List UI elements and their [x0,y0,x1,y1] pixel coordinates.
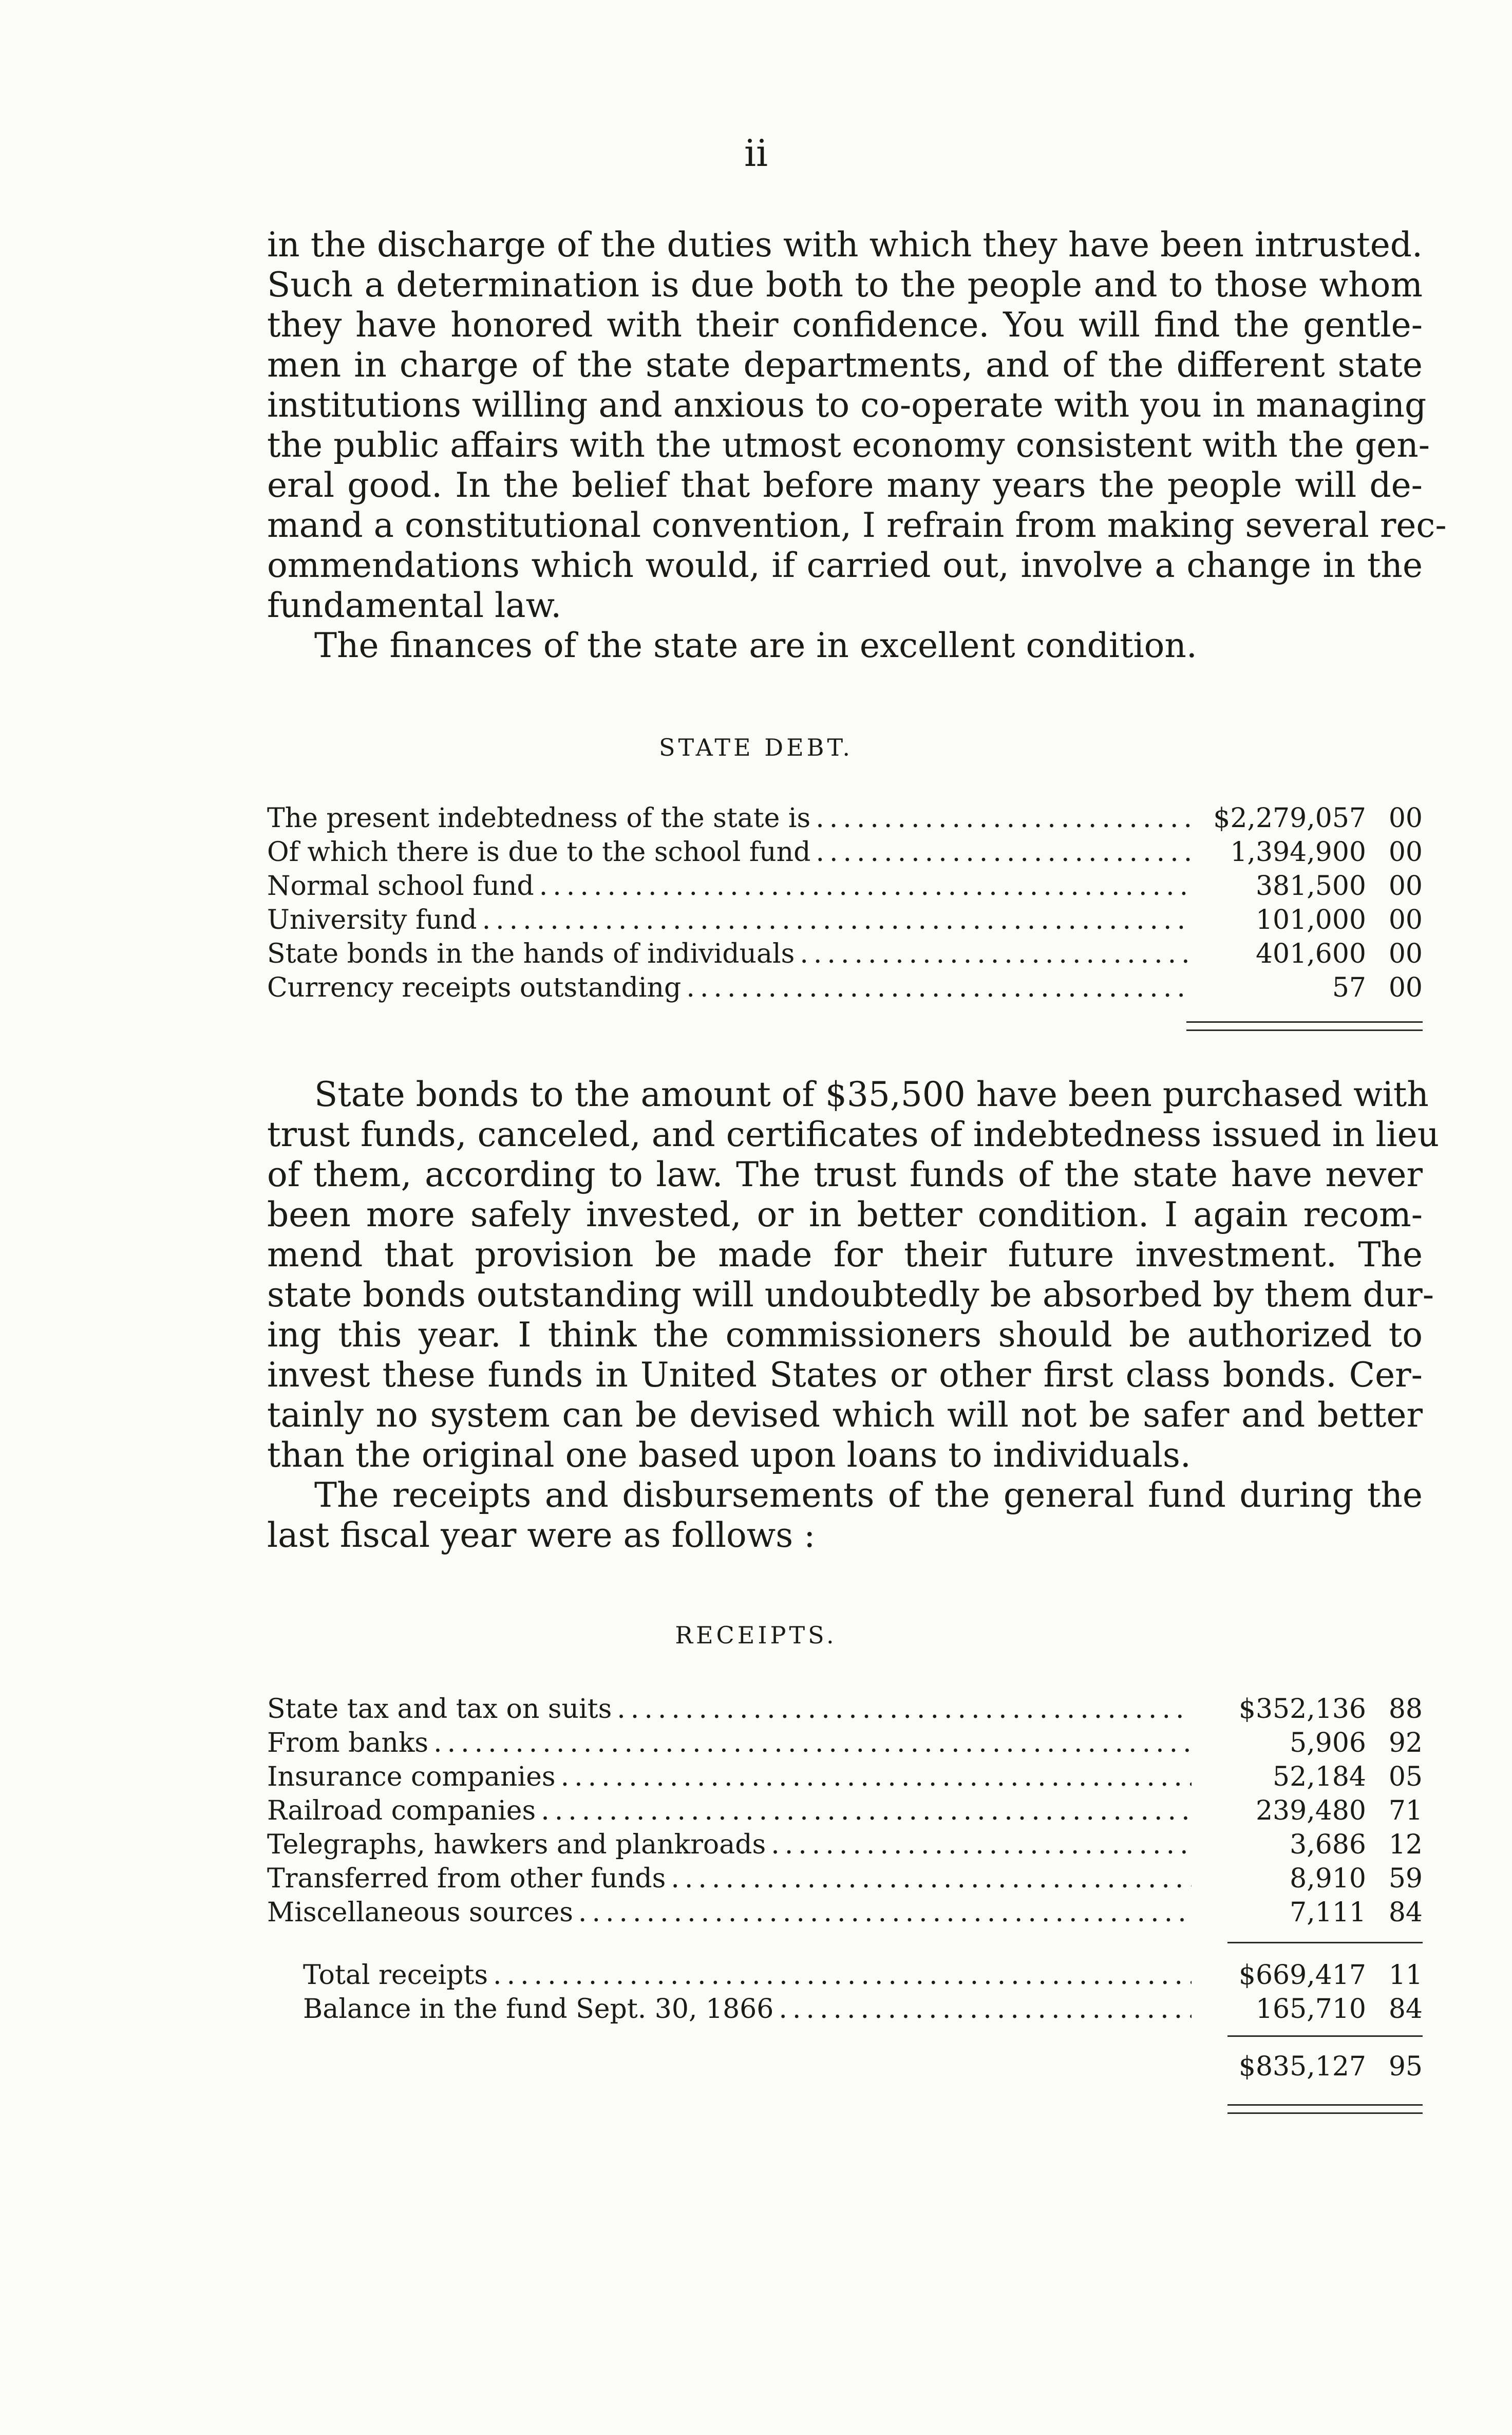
dot-leader [771,1828,1192,1862]
text-line: trust funds, canceled, and certificates of indebtedness issued in lieu [267,1115,1440,1154]
dot-leader [561,1760,1192,1794]
table-row [267,835,1423,869]
row-label: Miscellaneous sources [267,1897,573,1928]
page-number: ii [744,132,768,175]
row-cents: 92 [1388,1728,1423,1758]
row-label: University fund [267,905,477,935]
receipts-table [267,1692,1423,1930]
row-cents: 59 [1388,1863,1423,1894]
row-cents: 71 [1388,1795,1423,1826]
row-cents: 84 [1388,1897,1423,1928]
row-dollars: 3,686 [1290,1829,1366,1860]
table-row [267,903,1423,937]
row-label: Telegraphs, hawkers and plankroads [267,1829,766,1860]
text-line: tainly no system can be devised which will not be safer and better [267,1395,1423,1435]
row-cents: 05 [1388,1762,1423,1792]
row-dollars: 239,480 [1255,1795,1366,1826]
receipts-heading: RECEIPTS. [675,1621,837,1649]
text-line: fundamental law. [267,586,562,625]
text-line: invest these funds in United States or other first class bonds. Cer- [267,1355,1423,1395]
table-row [267,801,1423,835]
row-dollars: 8,910 [1290,1863,1366,1894]
text-line: mand a constitutional convention, I refrain from making several rec- [267,505,1447,545]
text-line: eral good. In the belief that before many years the people will de- [267,465,1423,505]
receipts-totals [267,1958,1423,2026]
dot-leader [493,1958,1192,1992]
row-label: Normal school fund [267,871,534,902]
text-line: in the discharge of the duties with which they have been intrusted. [267,225,1423,265]
row-cents: 00 [1388,972,1423,1003]
state-debt-table [267,801,1423,1005]
row-dollars: $352,136 [1238,1694,1366,1725]
row-label: Transferred from other funds [267,1863,666,1894]
grand-total-row [267,2050,1423,2084]
row-dollars: 7,111 [1290,1897,1366,1928]
row-dollars: 401,600 [1255,939,1366,969]
row-dollars: 57 [1332,972,1366,1003]
text-line: they have honored with their confidence. You will find the gentle- [267,305,1423,345]
table-row [267,1794,1423,1828]
paragraph-opening [267,225,1447,666]
row-label: Railroad companies [267,1795,536,1826]
row-dollars: 381,500 [1255,871,1366,902]
total-receipts-row [267,1958,1423,1992]
text-line: ommendations which would, if carried out, involve a change in the [267,546,1423,585]
dot-leader [686,971,1192,1005]
dot-leader [578,1896,1192,1930]
dot-leader [433,1726,1192,1760]
paragraph-trust-funds [267,1075,1440,1556]
row-cents: 88 [1388,1694,1423,1725]
text-line: Such a determination is due both to the people and to those whom [267,265,1423,305]
row-cents: 12 [1388,1829,1423,1860]
row-dollars: 101,000 [1255,905,1366,935]
grand-total-dollars: $835,127 [1238,2051,1366,2082]
text-line: the public affairs with the utmost economy consistent with the gen- [267,425,1430,465]
text-line: mend that provision be made for their future investment. The [267,1235,1423,1275]
table-row [267,1760,1423,1794]
row-label: Of which there is due to the school fund [267,837,811,868]
dot-leader [539,869,1192,903]
row-dollars: $669,417 [1238,1960,1366,1991]
text-line: been more safely invested, or in better condition. I again recom- [267,1195,1423,1234]
text-line: institutions willing and anxious to co-operate with you in managing [267,385,1427,425]
row-label: Currency receipts outstanding [267,972,682,1003]
text-line: ing this year. I think the commissioners should be authorized to [267,1315,1423,1355]
subtotal-rule [1227,1942,1423,1943]
grand-total [267,2050,1423,2084]
text-line: state bonds outstanding will undoubtedly be absorbed by them dur- [267,1275,1434,1315]
table-row [267,1692,1423,1726]
double-rule-bottom [1227,2112,1423,2114]
grand-total-rule [1227,2035,1423,2037]
table-row [267,1726,1423,1760]
double-rule-bottom [1186,1029,1423,1031]
dot-leader [800,937,1192,971]
row-cents: 00 [1388,905,1423,935]
row-dollars: 165,710 [1255,1994,1366,2025]
text-line: last fiscal year were as follows : [267,1515,816,1555]
row-label: Total receipts [303,1960,488,1991]
row-cents: 00 [1388,939,1423,969]
row-cents: 00 [1388,837,1423,868]
dot-leader [816,835,1192,869]
table-row [267,1862,1423,1896]
dot-leader [541,1794,1192,1828]
row-label: The present indebtedness of the state is [267,803,811,834]
dot-leader [779,1992,1192,2026]
row-label: Balance in the fund Sept. 30, 1866 [303,1994,774,2025]
text-line: State bonds to the amount of $35,500 have been purchased with [314,1075,1429,1114]
row-label: State bonds in the hands of individuals [267,939,795,969]
double-rule-top [1186,1021,1423,1023]
state-debt-heading: STATE DEBT. [658,734,854,761]
table-row [267,1828,1423,1862]
text-line: The receipts and disbursements of the general fund during the [314,1475,1423,1515]
table-row [267,937,1423,971]
row-cents: 00 [1388,803,1423,834]
dot-leader [617,1692,1192,1726]
table-row [267,869,1423,903]
grand-total-cents: 95 [1388,2051,1423,2082]
row-label: Insurance companies [267,1762,556,1792]
text-line: than the original one based upon loans to individuals. [267,1435,1191,1475]
row-cents: 00 [1388,871,1423,902]
row-dollars: 5,906 [1290,1728,1366,1758]
row-label: State tax and tax on suits [267,1694,612,1725]
dot-leader [482,903,1192,937]
row-cents: 11 [1388,1960,1423,1991]
finances-sentence: The finances of the state are in excellent condition. [314,626,1197,665]
table-row [267,1896,1423,1930]
row-cents: 84 [1388,1994,1423,2025]
text-line: men in charge of the state departments, and of the different state [267,345,1423,385]
row-dollars: 52,184 [1273,1762,1366,1792]
dot-leader [816,801,1192,835]
double-rule-top [1227,2104,1423,2106]
table-row [267,971,1423,1005]
row-label: From banks [267,1728,429,1758]
row-dollars: $2,279,057 [1213,803,1366,834]
text-line: of them, according to law. The trust funds of the state have never [267,1155,1423,1194]
dot-leader [671,1862,1192,1896]
row-dollars: 1,394,900 [1230,837,1366,868]
balance-row [267,1992,1423,2026]
